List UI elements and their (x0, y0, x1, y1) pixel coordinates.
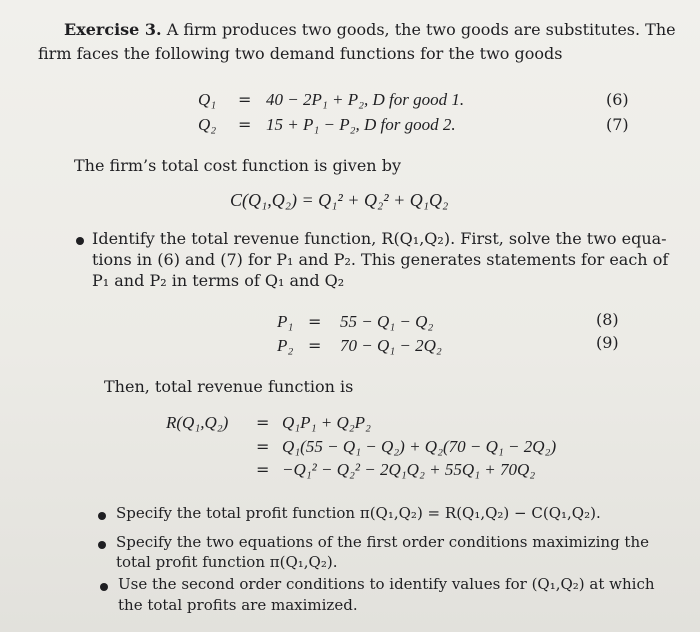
revenue-eq-1: = (256, 413, 270, 432)
exercise-intro-line2: firm faces the following two demand functions for the two goods (38, 44, 563, 63)
bullet2-line1: Specify the total profit function π(Q₁,Q₂) = R(Q₁,Q₂) − C(Q₁,Q₂). (116, 504, 601, 522)
equation-number-7: (7) (606, 115, 629, 134)
cost-formula: C(Q₁,Q₂) = Q₁² + Q₂² + Q₁Q₂ (230, 190, 449, 210)
bullet1-line3: P₁ and P₂ in terms of Q₁ and Q₂ (92, 271, 345, 290)
price-eq-1: = (308, 312, 322, 331)
revenue-lhs: R(Q₁,Q₂) (166, 413, 229, 432)
revenue-rhs-3: −Q₁² − Q₂² − 2Q₁Q₂ + 55Q₁ + 70Q₂ (282, 460, 536, 479)
price-lhs-1: P₁ (277, 312, 294, 331)
cost-intro: The firm’s total cost function is given by (74, 156, 401, 175)
demand-lhs-2: Q₂ (198, 115, 217, 134)
demand-rhs-2: 15 + P₁ − P₂, D for good 2. (266, 115, 456, 134)
bullet4-line2: the total profits are maximized. (118, 596, 358, 614)
revenue-eq-3: = (256, 460, 270, 479)
revenue-rhs-2: Q₁(55 − Q₁ − Q₂) + Q₂(70 − Q₁ − 2Q₂) (282, 437, 557, 456)
bullet-dot (100, 583, 108, 591)
demand-eq-1: = (238, 90, 252, 109)
bullet4-line1: Use the second order conditions to identify values for (Q₁,Q₂) at which (118, 575, 655, 593)
equation-number-9: (9) (596, 333, 619, 352)
revenue-eq-2: = (256, 437, 270, 456)
equation-number-6: (6) (606, 90, 629, 109)
bullet-dot (98, 541, 106, 549)
equation-number-8: (8) (596, 310, 619, 329)
bullet3-line1: Specify the two equations of the first order conditions maximizing the (116, 533, 649, 551)
demand-eq-2: = (238, 115, 252, 134)
exercise-label: Exercise 3. (64, 20, 162, 39)
price-lhs-2: P₂ (277, 336, 294, 355)
exercise-intro-line1: Exercise 3. A firm produces two goods, the two goods are substitutes. The (64, 20, 676, 39)
revenue-rhs-1: Q₁P₁ + Q₂P₂ (282, 413, 371, 432)
demand-lhs-1: Q₁ (198, 90, 217, 109)
price-rhs-1: 55 − Q₁ − Q₂ (340, 312, 434, 331)
bullet1-line2: tions in (6) and (7) for P₁ and P₂. This generates statements for each of (92, 250, 669, 269)
bullet3-line2: total profit function π(Q₁,Q₂). (116, 553, 338, 571)
bullet-dot (98, 512, 106, 520)
bullet-dot (76, 237, 84, 245)
price-rhs-2: 70 − Q₁ − 2Q₂ (340, 336, 442, 355)
bullet1-line1: Identify the total revenue function, R(Q₁,Q₂). First, solve the two equa- (92, 229, 667, 248)
revenue-intro: Then, total revenue function is (104, 377, 354, 396)
price-eq-2: = (308, 336, 322, 355)
demand-rhs-1: 40 − 2P₁ + P₂, D for good 1. (266, 90, 465, 109)
